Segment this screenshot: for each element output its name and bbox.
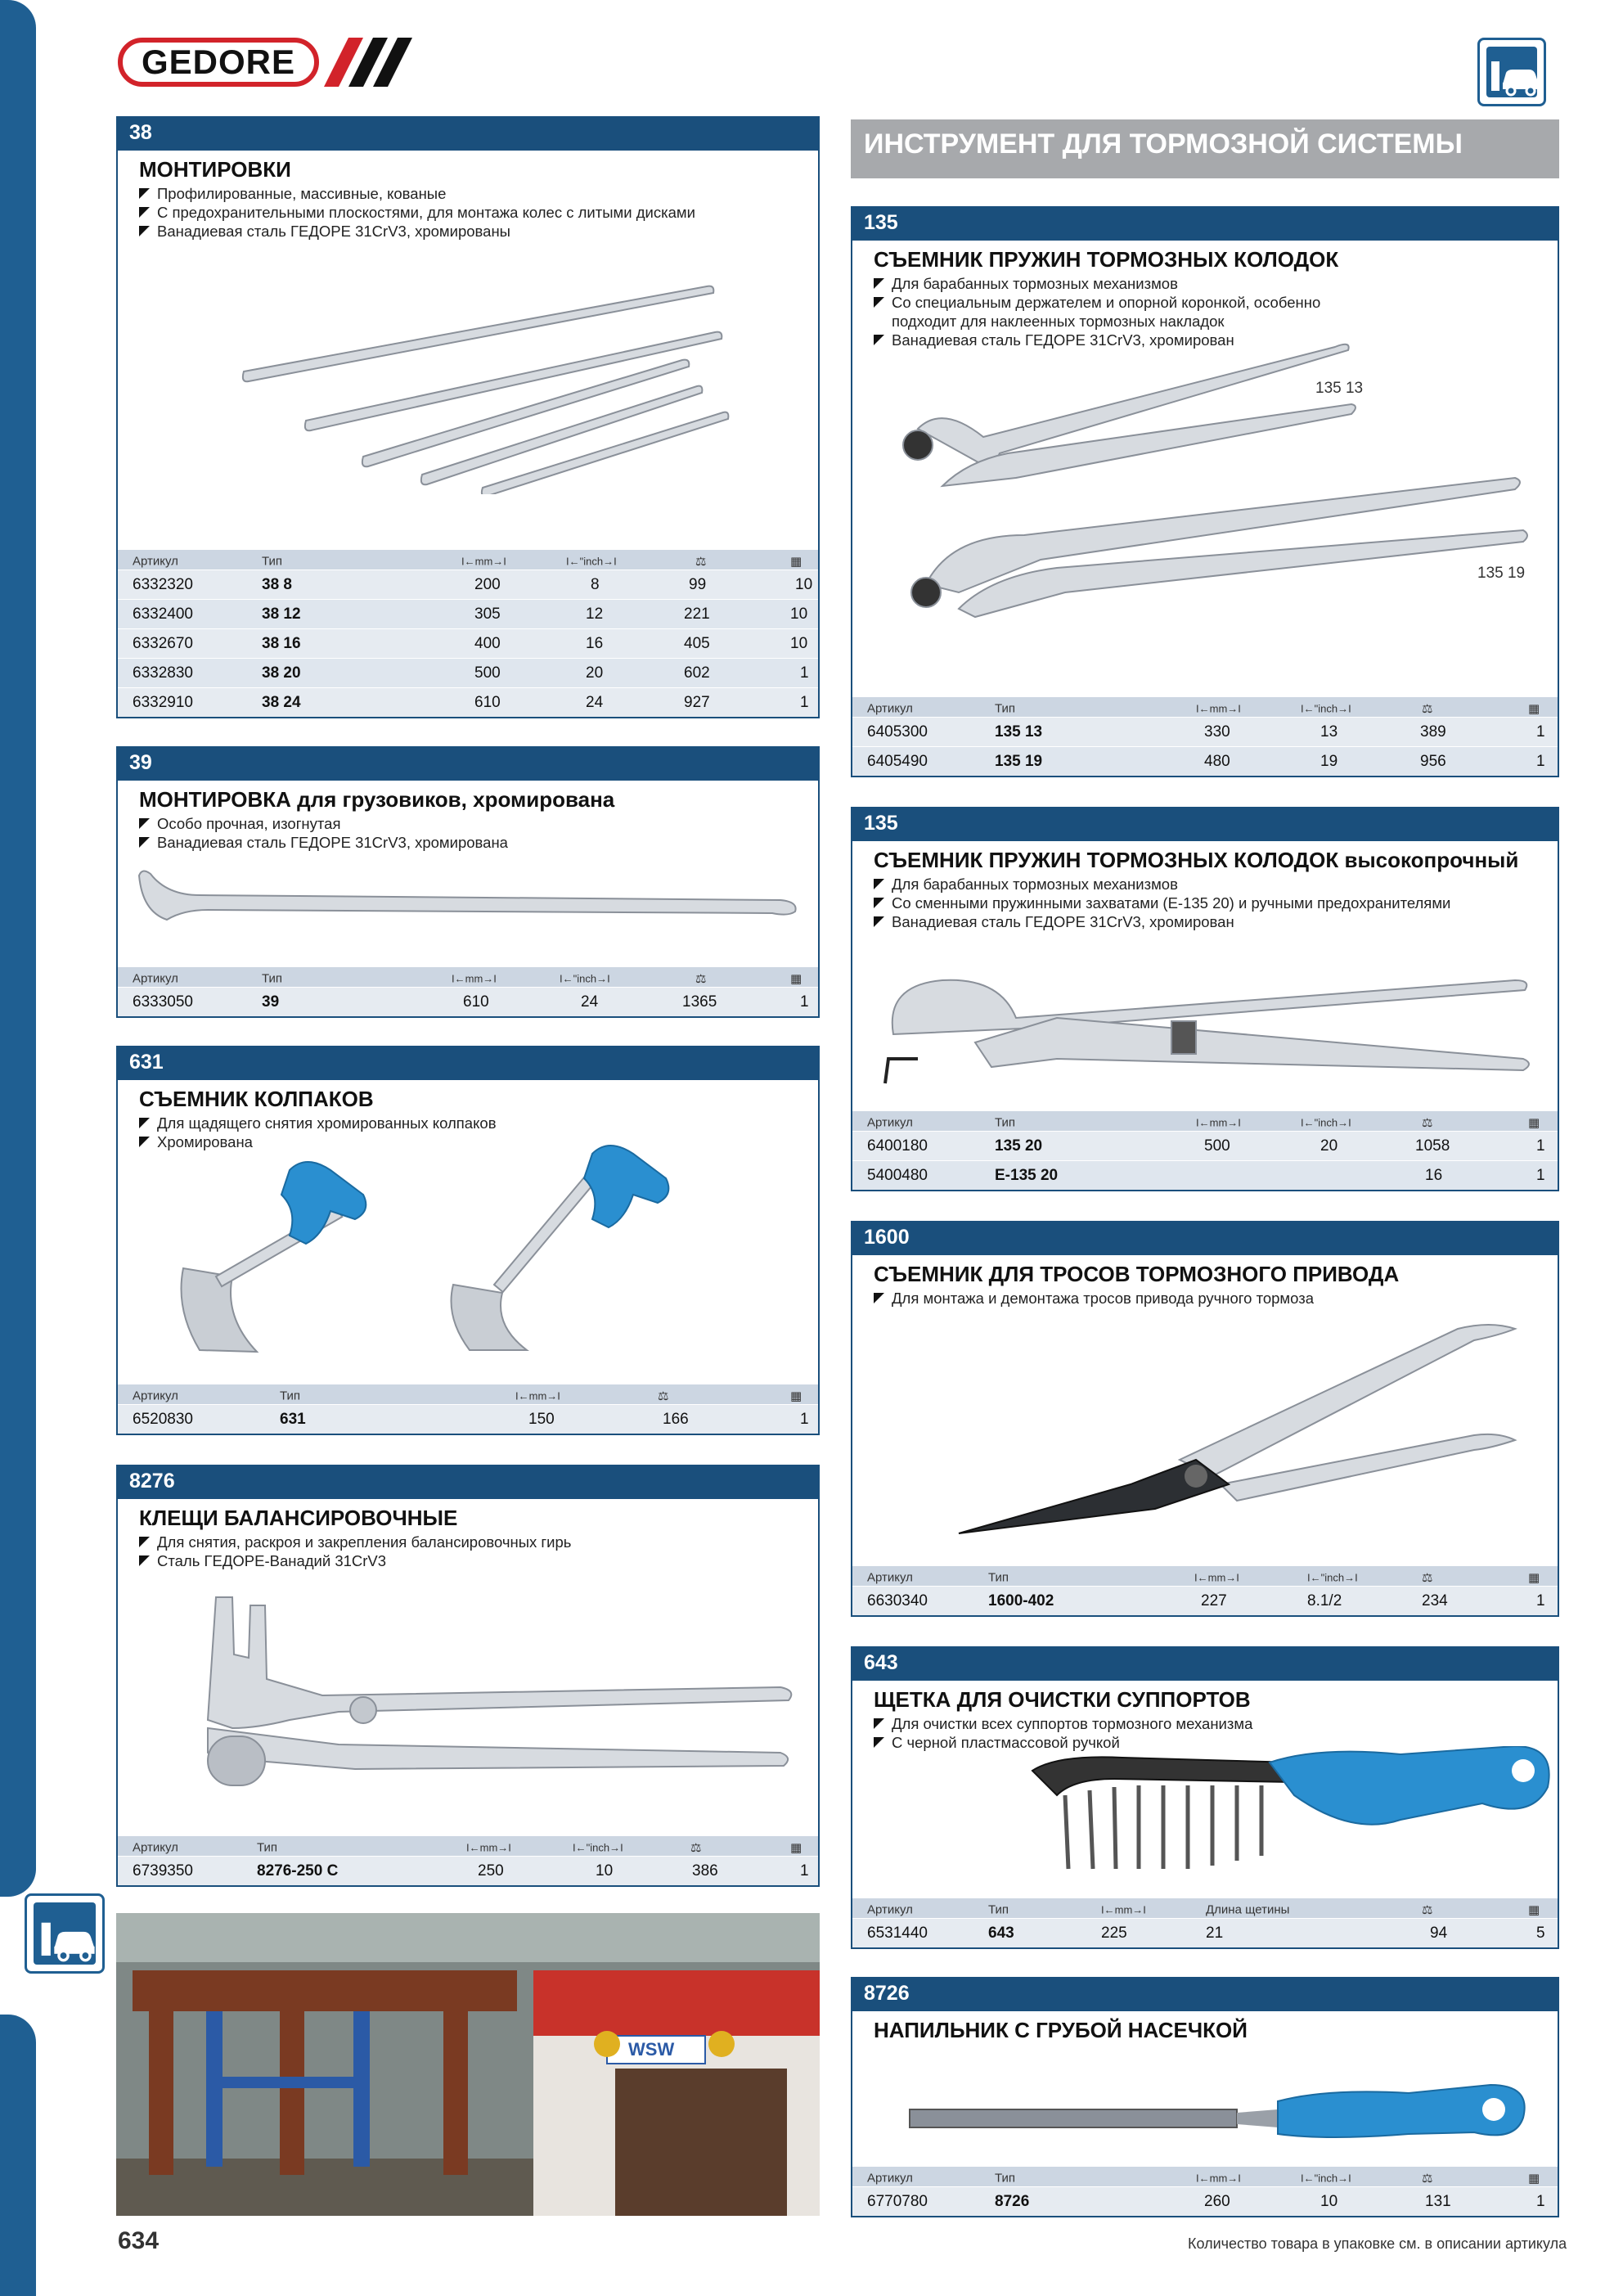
length-inch-icon: I←"inch→I [1301,1116,1351,1129]
logo-stripes [324,38,414,87]
length-inch-icon: I←"inch→I [573,1841,623,1854]
article-table: Артикул Тип I←mm→I I←"inch→I ⚖ ▦ 6630340 1600-402 227 8.1/2 234 1 [852,1566,1558,1615]
workshop-photo [116,1913,820,2216]
col-type: Тип [262,554,283,569]
length-mm-icon: I←mm→I [1196,2172,1241,2185]
table-row: 6405300 135 13 330 13 389 1 [852,717,1558,746]
article-table: Артикул Тип I←mm→I ⚖ ▦ 6520830 631 150 166 1 [118,1384,818,1434]
weight-icon: ⚖ [690,1841,702,1856]
table-row: 6400180 135 20 500 20 1058 1 [852,1131,1558,1160]
section-38 [116,116,820,718]
section-number: 39 [118,748,818,781]
section-title: СЪЕМНИК ДЛЯ ТРОСОВ ТОРМОЗНОГО ПРИВОДА [874,1262,1400,1286]
feature-item: Ванадиевая сталь ГЕДОРЕ 31CrV3, хромирована [139,833,818,852]
pack-icon: ▦ [1528,702,1540,717]
article-table: Артикул Тип I←mm→I Длина щетины ⚖ ▦ 6531440 643 225 21 94 5 [852,1898,1558,1947]
weight-icon: ⚖ [1422,1903,1433,1918]
brake-spring-pliers-image [893,339,1540,633]
feature-item: Для барабанных тормозных механизмов [874,274,1558,293]
weight-icon: ⚖ [1422,1116,1433,1131]
section-title: КЛЕЩИ БАЛАНСИРОВОЧНЫЕ [139,1506,458,1530]
feature-item: Для барабанных тормозных механизмов [874,875,1558,894]
pack-icon: ▦ [790,1389,803,1404]
feature-item: Со сменными пружинными захватами (Е-135 20) и ручными предохранителями [874,894,1558,912]
table-row: 6630340 1600-402 227 8.1/2 234 1 [852,1586,1558,1615]
article-table: Артикул Тип I←mm→I I←"inch→I ⚖ ▦ 6739350 8276-250 С 250 10 386 1 [118,1836,818,1885]
section-135-b [851,807,1559,1191]
feature-item: С предохранительными плоскостями, для монтажа колес с литыми дисками [139,203,818,222]
pack-icon: ▦ [790,1841,803,1856]
photo-sign: WSW [628,2039,675,2060]
length-mm-icon: I←mm→I [515,1389,560,1402]
table-row: 6770780 8726 260 10 131 1 [852,2186,1558,2216]
truck-tire-lever-image [134,862,805,928]
car-service-icon [1477,38,1546,106]
section-title: МОНТИРОВКИ [139,157,291,182]
length-mm-icon: I←mm→I [466,1841,511,1854]
heavy-duty-spring-pliers-image [877,969,1540,1092]
section-number: 8276 [118,1466,818,1499]
feature-list [118,813,818,852]
callout-135-19: 135 19 [1477,565,1526,582]
table-row: 6332670 38 16 400 16 405 10 [118,628,818,658]
edge-bar-top [0,0,36,1897]
section-title: СЪЕМНИК ПРУЖИН ТОРМОЗНЫХ КОЛОДОК [874,247,1339,272]
pack-icon: ▦ [1528,2172,1540,2186]
feature-list [852,272,1558,349]
section-135-a [851,206,1559,777]
weight-icon: ⚖ [658,1389,669,1404]
pack-icon: ▦ [1528,1903,1540,1918]
table-row: 6531440 643 225 21 94 5 [852,1918,1558,1947]
section-title: МОНТИРОВКА для грузовиков, хромирована [139,787,615,812]
weight-icon: ⚖ [1422,702,1433,717]
weight-icon: ⚖ [1422,2172,1433,2186]
section-number: 8726 [852,1979,1558,2011]
length-inch-icon: I←"inch→I [1301,2172,1351,2185]
car-service-icon-side [25,1893,105,1974]
pack-icon: ▦ [790,972,803,987]
feature-item: Ванадиевая сталь ГЕДОРЕ 31CrV3, хромирован [874,331,1558,349]
col-article: Артикул [133,554,178,569]
coarse-file-image [901,2077,1531,2150]
length-mm-icon: I←mm→I [1194,1571,1239,1584]
length-mm-icon: I←mm→I [1101,1903,1146,1916]
section-631 [116,1046,820,1435]
caliper-brush-image [1024,1746,1556,1885]
category-banner: ИНСТРУМЕНТ ДЛЯ ТОРМОЗНОЙ СИСТЕМЫ [851,119,1559,178]
feature-list [852,1287,1558,1308]
length-inch-icon: I←"inch→I [1301,702,1351,715]
length-mm-icon: I←mm→I [1196,1116,1241,1129]
hubcap-remover-image [167,1121,756,1366]
table-row: 5400480 Е-135 20 16 1 [852,1160,1558,1190]
section-title: СЪЕМНИК ПРУЖИН ТОРМОЗНЫХ КОЛОДОК высокопрочный [874,848,1519,872]
article-table: Артикул Тип I←mm→I I←"inch→I ⚖ ▦ 6400180 135 20 500 20 1058 1 5400480 Е-135 20 16 1 [852,1111,1558,1190]
section-number: 631 [118,1047,818,1080]
table-row: 6739350 8276-250 С 250 10 386 1 [118,1856,818,1885]
footnote: Количество товара в упаковке см. в описании артикула [1188,2235,1567,2252]
feature-item: Особо прочная, изогнутая [139,814,818,833]
feature-item: Хромирована [139,1132,818,1151]
section-39 [116,746,820,1018]
section-643 [851,1646,1559,1949]
feature-item: Со специальным держателем и опорной коронкой, особенно [874,293,1558,312]
section-8276 [116,1465,820,1887]
feature-item: Для снятия, раскроя и закрепления балансировочных гирь [139,1533,818,1551]
length-inch-icon: I←"inch→I [560,972,610,985]
feature-item: Сталь ГЕДОРЕ-Ванадий 31CrV3 [139,1551,818,1570]
article-table: Артикул Тип I←mm→I I←"inch→I ⚖ ▦ 6333050 39 610 24 1365 1 [118,967,818,1016]
feature-list [118,182,818,241]
article-table: Артикул Тип I←mm→I I←"inch→I ⚖ ▦ 6405300 135 13 330 13 389 1 6405490 135 19 480 19 956 1 [852,697,1558,776]
pack-icon: ▦ [1528,1571,1540,1586]
section-title: НАПИЛЬНИК С ГРУБОЙ НАСЕЧКОЙ [874,2018,1248,2042]
feature-item: Для монтажа и демонтажа тросов привода ручного тормоза [874,1289,1558,1308]
section-title: СЪЕМНИК КОЛПАКОВ [139,1087,374,1111]
section-number: 135 [852,808,1558,841]
section-8726 [851,1977,1559,2217]
length-inch-icon: I←"inch→I [1307,1571,1358,1584]
feature-item: подходит для наклеенных тормозных накладок [892,313,1225,330]
page-number: 634 [118,2227,160,2254]
table-row: 6332320 38 8 200 8 99 10 [118,569,818,599]
weight-icon: ⚖ [695,972,707,987]
table-row: 6333050 39 610 24 1365 1 [118,987,818,1016]
balancing-pliers-image [159,1589,797,1802]
weight-icon: ⚖ [1422,1571,1433,1586]
weight-icon: ⚖ [695,555,707,569]
feature-item: С черной пластмассовой ручкой [874,1733,1558,1752]
article-table [118,550,818,717]
pack-icon: ▦ [790,555,803,569]
length-mm-icon: I←mm→I [1196,702,1241,715]
table-row: 6332830 38 20 500 20 602 1 [118,658,818,687]
brake-cable-pliers-image [951,1321,1523,1542]
feature-list [852,873,1558,931]
edge-bar-bottom [0,2015,36,2296]
section-1600 [851,1221,1559,1617]
length-inch-icon: I←"inch→I [566,555,617,568]
section-number: 1600 [852,1222,1558,1255]
article-table: Артикул Тип I←mm→I I←"inch→I ⚖ ▦ 6770780 8726 260 10 131 1 [852,2167,1558,2216]
gedore-logo: GEDORE [118,38,319,87]
table-row: 6520830 631 150 166 1 [118,1404,818,1434]
tire-levers-image [241,281,748,494]
section-number: 135 [852,208,1558,241]
feature-item: Ванадиевая сталь ГЕДОРЕ 31CrV3, хромирован [874,912,1558,931]
section-number: 38 [118,118,818,151]
table-row: 6332400 38 12 305 12 221 10 [118,599,818,628]
pack-icon: ▦ [1528,1116,1540,1131]
feature-item: Для очистки всех суппортов тормозного механизма [874,1714,1558,1733]
feature-list [118,1531,818,1570]
table-row: 6405490 135 19 480 19 956 1 [852,746,1558,776]
section-number: 643 [852,1648,1558,1681]
section-title: ЩЕТКА ДЛЯ ОЧИСТКИ СУППОРТОВ [874,1687,1251,1712]
callout-135-13: 135 13 [1315,380,1364,397]
feature-item: Ванадиевая сталь ГЕДОРЕ 31CrV3, хромированы [139,222,818,241]
table-row: 6332910 38 24 610 24 927 1 [118,687,818,717]
length-mm-icon: I←mm→I [452,972,497,985]
feature-item: Для щадящего снятия хромированных колпаков [139,1114,818,1132]
col-brush-length: Длина щетины [1206,1902,1290,1917]
length-mm-icon: I←mm→I [461,555,506,568]
feature-item: Профилированные, массивные, кованые [139,184,818,203]
